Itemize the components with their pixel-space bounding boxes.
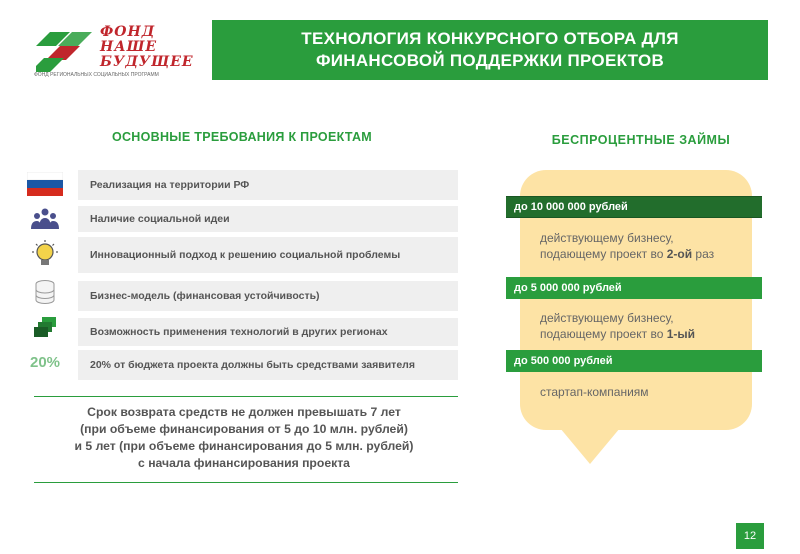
lightbulb-icon (26, 240, 64, 268)
summary-line-1: Срок возврата средств не должен превышать 7 лет (87, 405, 401, 419)
stack-icon (26, 314, 64, 342)
loan-desc-text: стартап-компаниям (540, 385, 649, 399)
loans-title: БЕСПРОЦЕНТНЫЕ ЗАЙМЫ (551, 133, 731, 147)
logo-stripes-icon (36, 28, 96, 72)
requirement-item (78, 237, 458, 273)
logo-tagline: ФОНД РЕГИОНАЛЬНЫХ СОЦИАЛЬНЫХ ПРОГРАММ (34, 72, 159, 78)
requirements-title: ОСНОВНЫЕ ТРЕБОВАНИЯ К ПРОЕКТАМ (111, 130, 373, 144)
loan-desc-text: действующему бизнесу, подающему проект во (540, 311, 674, 341)
requirement-text: Бизнес-модель (финансовая устойчивость) (90, 290, 320, 302)
requirement-text: Возможность применения технологий в других регионах (90, 326, 388, 338)
requirement-item (78, 206, 458, 232)
page-header (212, 20, 768, 80)
page-number: 12 (736, 523, 764, 549)
logo-word-3: БУДУЩЕЕ (100, 54, 194, 70)
logo-word-1: ФОНД (100, 24, 156, 40)
loan-tier-description (540, 230, 730, 262)
requirement-text: Реализация на территории РФ (90, 179, 250, 191)
loan-tier-amount: до 10 000 000 рублей (506, 196, 762, 218)
loan-tier-amount: до 500 000 рублей (506, 350, 762, 372)
header-title-line-1: ТЕХНОЛОГИЯ КОНКУРСНОГО ОТБОРА ДЛЯ (301, 29, 679, 48)
requirement-text: Наличие социальной идеи (90, 213, 230, 225)
people-icon (26, 204, 64, 232)
loan-desc-emphasis: 1-ый (666, 327, 695, 341)
requirement-item (78, 318, 458, 346)
loan-desc-text: действующему бизнесу, подающему проект во (540, 231, 674, 261)
summary-line-4: с начала финансирования проекта (138, 456, 350, 470)
loan-desc-emphasis: 2-ой (666, 247, 693, 261)
loan-tier-description (540, 310, 730, 342)
requirement-text: 20% от бюджета проекта должны быть средствами заявителя (90, 358, 415, 371)
header-title-line-2: ФИНАНСОВОЙ ПОДДЕРЖКИ ПРОЕКТОВ (315, 51, 665, 70)
summary-line-2: (при объеме финансирования от 5 до 10 млн. рублей) (80, 422, 408, 436)
database-icon (26, 278, 64, 306)
summary-divider-top (34, 396, 458, 397)
requirement-item (78, 170, 458, 200)
logo (30, 22, 194, 82)
logo-word-2: НАШЕ (100, 39, 158, 55)
requirement-item (78, 281, 458, 311)
russian-flag-icon (26, 170, 64, 198)
repayment-summary (30, 404, 458, 472)
loan-desc-text-end: раз (692, 247, 715, 261)
requirement-item (78, 350, 458, 380)
summary-line-3: и 5 лет (при объеме финансирования до 5 млн. рублей) (74, 439, 414, 453)
summary-divider-bottom (34, 482, 458, 483)
loan-tier-amount: до 5 000 000 рублей (506, 277, 762, 299)
loans-bubble-tail (560, 428, 620, 464)
percent-icon: 20% (29, 353, 61, 371)
loan-tier-description (540, 384, 650, 400)
requirement-text: Инновационный подход к решению социальной проблемы (90, 248, 401, 261)
